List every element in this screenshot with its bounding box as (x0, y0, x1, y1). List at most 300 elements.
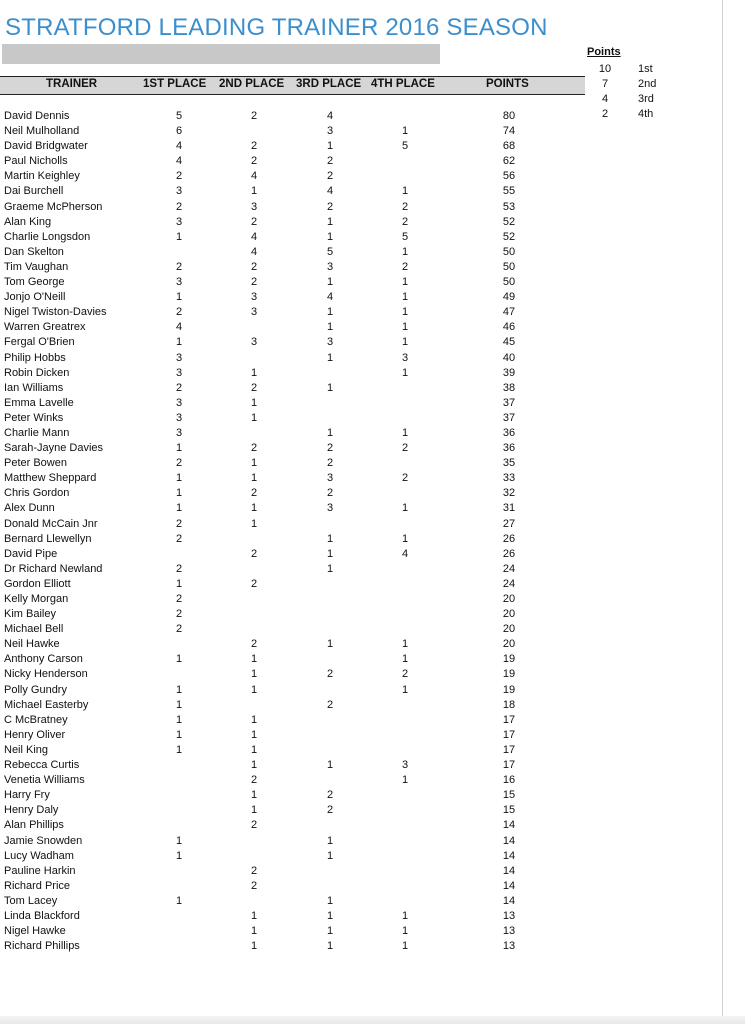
table-row (0, 169, 585, 184)
fourth-place-count: 1 (401, 638, 409, 651)
first-place-count: 2 (175, 608, 183, 621)
points-total: 14 (502, 864, 516, 877)
second-place-count: 1 (250, 713, 258, 726)
third-place-count: 3 (326, 472, 334, 485)
legend-points: 4 (601, 93, 609, 105)
third-place-count: 2 (326, 804, 334, 817)
trainer-name: Michael Easterby (4, 698, 89, 711)
first-place-count: 1 (175, 487, 183, 500)
fourth-place-count: 2 (401, 200, 409, 213)
fourth-place-count: 1 (401, 336, 409, 349)
points-total: 24 (502, 562, 516, 575)
first-place-count: 5 (175, 110, 183, 122)
second-place-count: 2 (250, 442, 258, 455)
page-title: STRATFORD LEADING TRAINER 2016 SEASON (5, 14, 548, 41)
first-place-count: 3 (175, 426, 183, 439)
trainer-name: Rebecca Curtis (4, 759, 80, 772)
second-place-count: 4 (250, 170, 258, 183)
points-total: 33 (502, 472, 516, 485)
points-total: 36 (502, 426, 516, 439)
points-total: 50 (502, 276, 516, 289)
table-row (0, 683, 585, 698)
points-total: 50 (502, 245, 516, 258)
header-4th-place: 4TH PLACE (371, 78, 435, 90)
trainer-name: Ian Williams (4, 381, 64, 394)
third-place-count: 4 (326, 185, 334, 198)
table-row (0, 335, 585, 350)
fourth-place-count: 1 (401, 653, 409, 666)
trainer-name: Fergal O'Brien (4, 336, 75, 349)
points-total: 52 (502, 230, 516, 243)
table-row (0, 396, 585, 411)
second-place-count: 3 (250, 306, 258, 319)
trainer-name: Dr Richard Newland (4, 562, 103, 575)
third-place-count: 1 (326, 426, 334, 439)
second-place-count: 1 (250, 653, 258, 666)
first-place-count: 2 (175, 170, 183, 183)
fourth-place-count: 1 (401, 532, 409, 545)
first-place-count: 2 (175, 457, 183, 470)
first-place-count: 2 (175, 562, 183, 575)
points-total: 13 (502, 909, 516, 922)
second-place-count: 3 (250, 336, 258, 349)
second-place-count: 1 (250, 411, 258, 424)
first-place-count: 1 (175, 502, 183, 515)
points-total: 14 (502, 819, 516, 832)
second-place-count: 1 (250, 728, 258, 741)
second-place-count: 1 (250, 502, 258, 515)
trainer-name: Philip Hobbs (4, 351, 66, 364)
third-place-count: 1 (326, 925, 334, 938)
legend-item (585, 77, 675, 92)
third-place-count: 1 (326, 562, 334, 575)
third-place-count: 1 (326, 215, 334, 228)
first-place-count: 1 (175, 291, 183, 304)
points-total: 26 (502, 532, 516, 545)
second-place-count: 1 (250, 366, 258, 379)
second-place-count: 1 (250, 925, 258, 938)
table-row (0, 743, 585, 758)
trainer-name: Charlie Mann (4, 426, 70, 439)
first-place-count: 3 (175, 351, 183, 364)
third-place-count: 2 (326, 698, 334, 711)
points-total: 32 (502, 487, 516, 500)
second-place-count: 2 (250, 864, 258, 877)
trainer-name: Lucy Wadham (4, 849, 74, 862)
trainer-name: Jamie Snowden (4, 834, 83, 847)
third-place-count: 1 (326, 834, 334, 847)
table-row (0, 592, 585, 607)
first-place-count: 1 (175, 472, 183, 485)
trainer-name: Paul Nicholls (4, 155, 68, 168)
third-place-count: 1 (326, 321, 334, 334)
trainer-name: Charlie Longsdon (4, 230, 91, 243)
fourth-place-count: 2 (401, 215, 409, 228)
fourth-place-count: 1 (401, 366, 409, 379)
points-total: 13 (502, 940, 516, 953)
points-total: 56 (502, 170, 516, 183)
table-row (0, 184, 585, 199)
third-place-count: 4 (326, 291, 334, 304)
title-underline-bar (2, 44, 440, 64)
table-row (0, 532, 585, 547)
second-place-count: 1 (250, 517, 258, 530)
table-row (0, 139, 585, 154)
table-row (0, 577, 585, 592)
table-header (0, 76, 585, 95)
table-row (0, 652, 585, 667)
trainer-name: Anthony Carson (4, 653, 83, 666)
first-place-count: 1 (175, 577, 183, 590)
first-place-count: 3 (175, 396, 183, 409)
trainer-name: Alan King (4, 215, 52, 228)
points-total: 27 (502, 517, 516, 530)
third-place-count: 3 (326, 125, 334, 138)
table-row (0, 275, 585, 290)
table-row (0, 215, 585, 230)
table-row (0, 909, 585, 924)
second-place-count: 3 (250, 200, 258, 213)
trainer-name: Alan Phillips (4, 819, 64, 832)
first-place-count: 1 (175, 713, 183, 726)
first-place-count: 3 (175, 411, 183, 424)
points-total: 13 (502, 925, 516, 938)
fourth-place-count: 3 (401, 351, 409, 364)
trainer-name: Peter Bowen (4, 457, 67, 470)
points-total: 15 (502, 789, 516, 802)
points-total: 14 (502, 879, 516, 892)
table-row (0, 351, 585, 366)
first-place-count: 4 (175, 321, 183, 334)
points-total: 19 (502, 653, 516, 666)
fourth-place-count: 1 (401, 683, 409, 696)
fourth-place-count: 5 (401, 140, 409, 153)
third-place-count: 1 (326, 849, 334, 862)
points-total: 62 (502, 155, 516, 168)
first-place-count: 4 (175, 155, 183, 168)
trainer-name: Neil King (4, 743, 49, 756)
third-place-count: 1 (326, 759, 334, 772)
legend-points: 10 (598, 63, 612, 75)
trainer-name: Neil Mulholland (4, 125, 80, 138)
trainer-name: Venetia Williams (4, 774, 85, 787)
points-total: 40 (502, 351, 516, 364)
third-place-count: 2 (326, 170, 334, 183)
table-row (0, 471, 585, 486)
second-place-count: 4 (250, 245, 258, 258)
first-place-count: 1 (175, 442, 183, 455)
legend-label: 1st (638, 63, 653, 75)
first-place-count: 2 (175, 593, 183, 605)
page-bottom-edge (0, 1016, 745, 1024)
points-total: 45 (502, 336, 516, 349)
points-total: 35 (502, 457, 516, 470)
points-total: 47 (502, 306, 516, 319)
points-total: 20 (502, 608, 516, 621)
table-row (0, 230, 585, 245)
points-total: 68 (502, 140, 516, 153)
points-total: 74 (502, 125, 516, 138)
first-place-count: 1 (175, 653, 183, 666)
fourth-place-count: 1 (401, 306, 409, 319)
table-row (0, 486, 585, 501)
table-row (0, 260, 585, 275)
fourth-place-count: 1 (401, 426, 409, 439)
table-row (0, 879, 585, 894)
third-place-count: 1 (326, 940, 334, 953)
points-total: 46 (502, 321, 516, 334)
trainer-name: Michael Bell (4, 623, 64, 636)
trainer-name: Emma Lavelle (4, 396, 74, 409)
table-row (0, 803, 585, 818)
table-row (0, 894, 585, 909)
points-total: 20 (502, 593, 516, 605)
trainer-name: Polly Gundry (4, 683, 67, 696)
legend-title: Points (587, 46, 621, 58)
legend-points: 2 (601, 108, 609, 120)
points-total: 17 (502, 713, 516, 726)
second-place-count: 2 (250, 110, 258, 122)
first-place-count: 3 (175, 185, 183, 198)
trainer-name: David Bridgwater (4, 140, 88, 153)
trainer-name: Martin Keighley (4, 170, 80, 183)
second-place-count: 1 (250, 185, 258, 198)
trainer-name: Harry Fry (4, 789, 50, 802)
table-row (0, 713, 585, 728)
table-row (0, 637, 585, 652)
second-place-count: 2 (250, 155, 258, 168)
first-place-count: 3 (175, 366, 183, 379)
points-total: 80 (502, 110, 516, 122)
table-row (0, 788, 585, 803)
points-total: 53 (502, 200, 516, 213)
second-place-count: 2 (250, 276, 258, 289)
trainer-name: Nigel Hawke (4, 925, 66, 938)
table-row (0, 456, 585, 471)
header-trainer: TRAINER (46, 78, 98, 90)
points-total: 18 (502, 698, 516, 711)
legend-item (585, 107, 675, 122)
table-row (0, 124, 585, 139)
table-row (0, 698, 585, 713)
table-row (0, 864, 585, 879)
second-place-count: 1 (250, 683, 258, 696)
trainer-name: Matthew Sheppard (4, 472, 97, 485)
third-place-count: 1 (326, 140, 334, 153)
header-points: POINTS (486, 78, 529, 90)
trainer-name: Gordon Elliott (4, 577, 71, 590)
trainer-name: Tom George (4, 276, 65, 289)
first-place-count: 1 (175, 849, 183, 862)
first-place-count: 2 (175, 517, 183, 530)
points-total: 55 (502, 185, 516, 198)
points-total: 31 (502, 502, 516, 515)
fourth-place-count: 2 (401, 260, 409, 273)
trainer-name: Dai Burchell (4, 185, 64, 198)
third-place-count: 2 (326, 668, 334, 681)
header-1st-place: 1ST PLACE (143, 78, 207, 90)
table-row (0, 320, 585, 335)
third-place-count: 1 (326, 230, 334, 243)
points-total: 19 (502, 668, 516, 681)
legend-item (585, 92, 675, 107)
third-place-count: 2 (326, 457, 334, 470)
trainer-name: Henry Oliver (4, 728, 66, 741)
first-place-count: 1 (175, 743, 183, 756)
table-row (0, 728, 585, 743)
trainer-name: Nigel Twiston-Davies (4, 306, 107, 319)
second-place-count: 2 (250, 577, 258, 590)
second-place-count: 2 (250, 638, 258, 651)
third-place-count: 1 (326, 306, 334, 319)
legend-label: 2nd (638, 78, 657, 90)
trainer-name: Bernard Llewellyn (4, 532, 92, 545)
legend-label: 4th (638, 108, 654, 120)
trainer-name: Graeme McPherson (4, 200, 103, 213)
trainer-name: C McBratney (4, 713, 68, 726)
trainer-name: Jonjo O'Neill (4, 291, 66, 304)
second-place-count: 2 (250, 260, 258, 273)
points-total: 49 (502, 291, 516, 304)
first-place-count: 2 (175, 532, 183, 545)
trainer-name: Alex Dunn (4, 502, 55, 515)
legend-item (585, 62, 675, 77)
fourth-place-count: 1 (401, 502, 409, 515)
first-place-count: 6 (175, 125, 183, 138)
first-place-count: 1 (175, 894, 183, 907)
points-total: 16 (502, 774, 516, 787)
trainer-name: Sarah-Jayne Davies (4, 442, 104, 455)
trainer-name: Kim Bailey (4, 608, 56, 621)
second-place-count: 2 (250, 215, 258, 228)
second-place-count: 2 (250, 487, 258, 500)
trainer-name: Chris Gordon (4, 487, 70, 500)
first-place-count: 3 (175, 215, 183, 228)
second-place-count: 1 (250, 759, 258, 772)
trainer-name: Robin Dicken (4, 366, 70, 379)
trainer-name: David Pipe (4, 547, 58, 560)
table-row (0, 305, 585, 320)
second-place-count: 4 (250, 230, 258, 243)
table-row (0, 517, 585, 532)
trainer-name: Nicky Henderson (4, 668, 88, 681)
first-place-count: 1 (175, 336, 183, 349)
second-place-count: 3 (250, 291, 258, 304)
table-row (0, 939, 585, 954)
trainer-name: Richard Price (4, 879, 71, 892)
third-place-count: 1 (326, 638, 334, 651)
third-place-count: 2 (326, 155, 334, 168)
third-place-count: 4 (326, 110, 334, 122)
table-row (0, 818, 585, 833)
table-row (0, 245, 585, 260)
points-total: 37 (502, 396, 516, 409)
trainer-name: Dan Skelton (4, 245, 64, 258)
first-place-count: 2 (175, 200, 183, 213)
points-total: 38 (502, 381, 516, 394)
header-2nd-place: 2ND PLACE (219, 78, 285, 90)
table-row (0, 200, 585, 215)
table-row (0, 773, 585, 788)
points-total: 15 (502, 804, 516, 817)
first-place-count: 2 (175, 306, 183, 319)
points-total: 26 (502, 547, 516, 560)
legend-points: 7 (601, 78, 609, 90)
fourth-place-count: 5 (401, 230, 409, 243)
points-total: 19 (502, 683, 516, 696)
trainer-name: Peter Winks (4, 411, 64, 424)
third-place-count: 3 (326, 502, 334, 515)
fourth-place-count: 1 (401, 245, 409, 258)
second-place-count: 1 (250, 472, 258, 485)
trainer-name: Warren Greatrex (4, 321, 86, 334)
points-total: 17 (502, 728, 516, 741)
second-place-count: 1 (250, 909, 258, 922)
second-place-count: 1 (250, 804, 258, 817)
third-place-count: 3 (326, 260, 334, 273)
table-row (0, 441, 585, 456)
third-place-count: 1 (326, 351, 334, 364)
table-row (0, 667, 585, 682)
fourth-place-count: 2 (401, 442, 409, 455)
fourth-place-count: 1 (401, 276, 409, 289)
fourth-place-count: 4 (401, 547, 409, 560)
table-row (0, 607, 585, 622)
second-place-count: 1 (250, 743, 258, 756)
fourth-place-count: 1 (401, 321, 409, 334)
points-total: 24 (502, 577, 516, 590)
trainer-name: Tim Vaughan (4, 260, 69, 273)
table-row (0, 622, 585, 637)
fourth-place-count: 1 (401, 185, 409, 198)
table-row (0, 154, 585, 169)
table-row (0, 849, 585, 864)
third-place-count: 1 (326, 276, 334, 289)
third-place-count: 1 (326, 547, 334, 560)
points-total: 52 (502, 215, 516, 228)
second-place-count: 2 (250, 140, 258, 153)
table-row (0, 834, 585, 849)
table-row (0, 109, 585, 124)
header-3rd-place: 3RD PLACE (296, 78, 362, 90)
fourth-place-count: 1 (401, 909, 409, 922)
third-place-count: 2 (326, 487, 334, 500)
fourth-place-count: 1 (401, 125, 409, 138)
points-total: 14 (502, 834, 516, 847)
first-place-count: 1 (175, 683, 183, 696)
points-total: 20 (502, 623, 516, 636)
second-place-count: 2 (250, 547, 258, 560)
third-place-count: 2 (326, 200, 334, 213)
table-row (0, 562, 585, 577)
second-place-count: 1 (250, 457, 258, 470)
table-row (0, 924, 585, 939)
table-row (0, 501, 585, 516)
second-place-count: 1 (250, 789, 258, 802)
legend-label: 3rd (638, 93, 654, 105)
fourth-place-count: 1 (401, 925, 409, 938)
fourth-place-count: 2 (401, 472, 409, 485)
first-place-count: 1 (175, 728, 183, 741)
points-total: 50 (502, 260, 516, 273)
trainer-name: Linda Blackford (4, 909, 80, 922)
table-row (0, 758, 585, 773)
points-total: 14 (502, 894, 516, 907)
trainer-name: Richard Phillips (4, 940, 80, 953)
fourth-place-count: 1 (401, 940, 409, 953)
second-place-count: 2 (250, 819, 258, 832)
page-edge (722, 0, 723, 1024)
